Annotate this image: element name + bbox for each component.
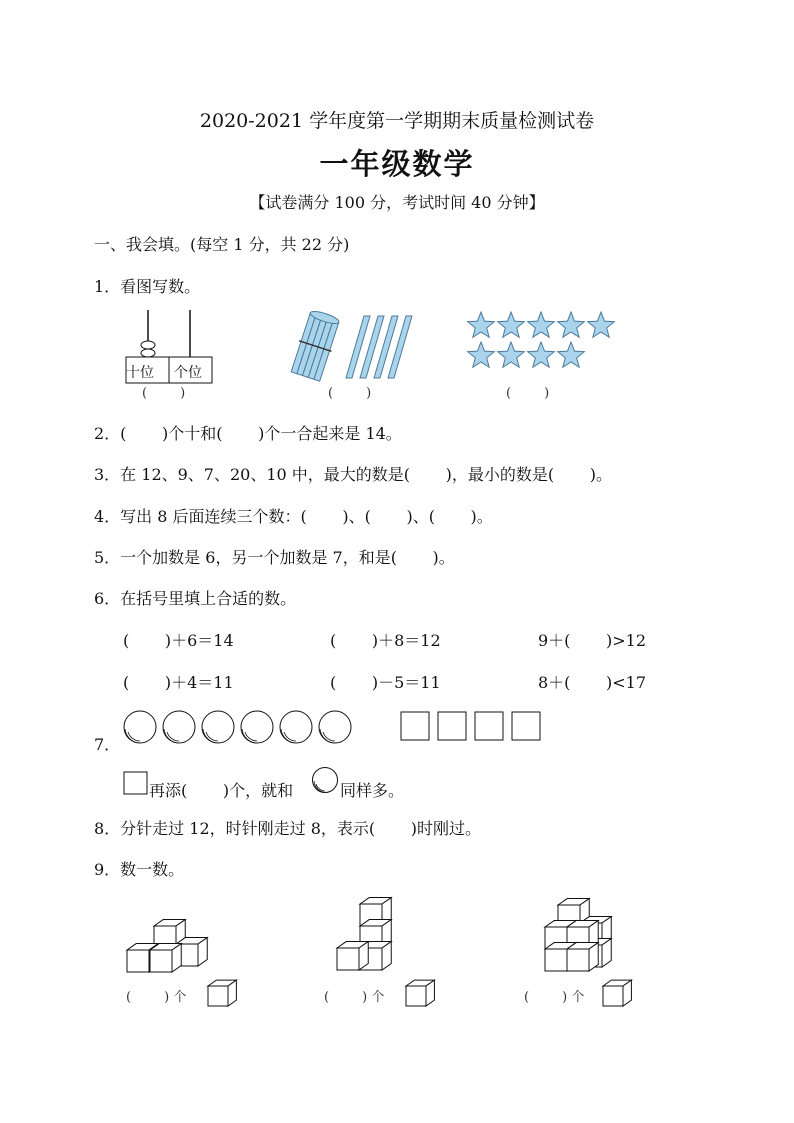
question-8: 8．分针走过 12，时针刚走过 8，表示( )时刚过。 <box>94 819 481 838</box>
unit-cube-icon <box>404 978 440 1008</box>
star <box>528 312 555 337</box>
answer-text-1[interactable]: ( ) 个 <box>126 990 187 1005</box>
question-7-text-1: 再添( )个，就和 <box>149 781 294 800</box>
cube <box>406 980 434 1006</box>
circle <box>163 711 195 743</box>
sticks-figure <box>290 312 430 382</box>
question-7-text-2: 同样多。 <box>340 781 405 800</box>
equation-2-2: ( )－5＝11 <box>330 673 441 692</box>
cube-stack-2 <box>334 890 404 980</box>
question-3: 3．在 12、9、7、20、10 中，最大的数是( )，最小的数是( )。 <box>94 465 612 484</box>
star <box>468 312 495 337</box>
exam-note: 【试卷满分 100 分，考试时间 40 分钟】 <box>249 193 545 212</box>
circle <box>202 711 234 743</box>
star <box>468 342 495 367</box>
answer-text-2[interactable]: ( ) 个 <box>324 990 385 1005</box>
unit-cube-icon <box>601 978 637 1008</box>
equation-1-3: 9＋( )>12 <box>538 631 647 650</box>
circle <box>319 711 351 743</box>
cube <box>208 980 236 1006</box>
star <box>558 342 585 367</box>
subject-title: 一年级数学 <box>319 147 475 181</box>
question-1-text: 1．看图写数。 <box>94 277 201 296</box>
equation-2-3: 8＋( )<17 <box>538 673 647 692</box>
cube-stack-1 <box>124 890 214 980</box>
cube <box>150 944 181 972</box>
circle <box>241 711 273 743</box>
star <box>588 312 615 337</box>
cube-stack-3 <box>540 885 630 980</box>
unit-cube-icon <box>206 978 242 1008</box>
abacus-ones-label: 个位 <box>174 365 202 381</box>
square <box>438 712 466 740</box>
question-2: 2．( )个十和( )个一合起来是 14。 <box>94 424 402 443</box>
answer-text-3[interactable]: ( ) 个 <box>524 990 585 1005</box>
question-9-text: 9．数一数。 <box>94 860 185 879</box>
circle <box>124 711 156 743</box>
answer-blank-sticks[interactable]: ( ) <box>328 386 372 401</box>
answer-blank-stars[interactable]: ( ) <box>506 386 550 401</box>
equation-1-2: ( )＋8＝12 <box>330 631 441 650</box>
cube <box>603 980 631 1006</box>
answer-blank-abacus[interactable]: ( ) <box>142 386 186 401</box>
square-icon <box>123 771 149 795</box>
circles-figure <box>122 708 362 748</box>
star <box>528 342 555 367</box>
exam-title: 2020-2021 学年度第一学期期末质量检测试卷 <box>199 110 595 132</box>
star <box>498 342 525 367</box>
question-6-text: 6．在括号里填上合适的数。 <box>94 589 297 608</box>
square <box>512 712 540 740</box>
question-7-number: 7． <box>94 735 121 754</box>
star <box>498 312 525 337</box>
cube <box>337 942 368 970</box>
abacus-tens-label: 十位 <box>126 365 154 381</box>
question-4: 4．写出 8 后面连续三个数：( )、( )、( )。 <box>94 507 493 526</box>
square <box>401 712 429 740</box>
equation-2-1: ( )＋4＝11 <box>123 673 234 692</box>
circle <box>280 711 312 743</box>
squares-figure <box>400 710 545 744</box>
star <box>558 312 585 337</box>
stars-figure <box>466 312 621 374</box>
equation-1-1: ( )＋6＝14 <box>123 631 234 650</box>
cube <box>567 943 598 971</box>
section-heading: 一、我会填。(每空 1 分，共 22 分) <box>94 235 350 254</box>
question-5: 5．一个加数是 6，另一个加数是 7，和是( )。 <box>94 548 455 567</box>
square <box>475 712 503 740</box>
circle-icon <box>310 765 340 795</box>
